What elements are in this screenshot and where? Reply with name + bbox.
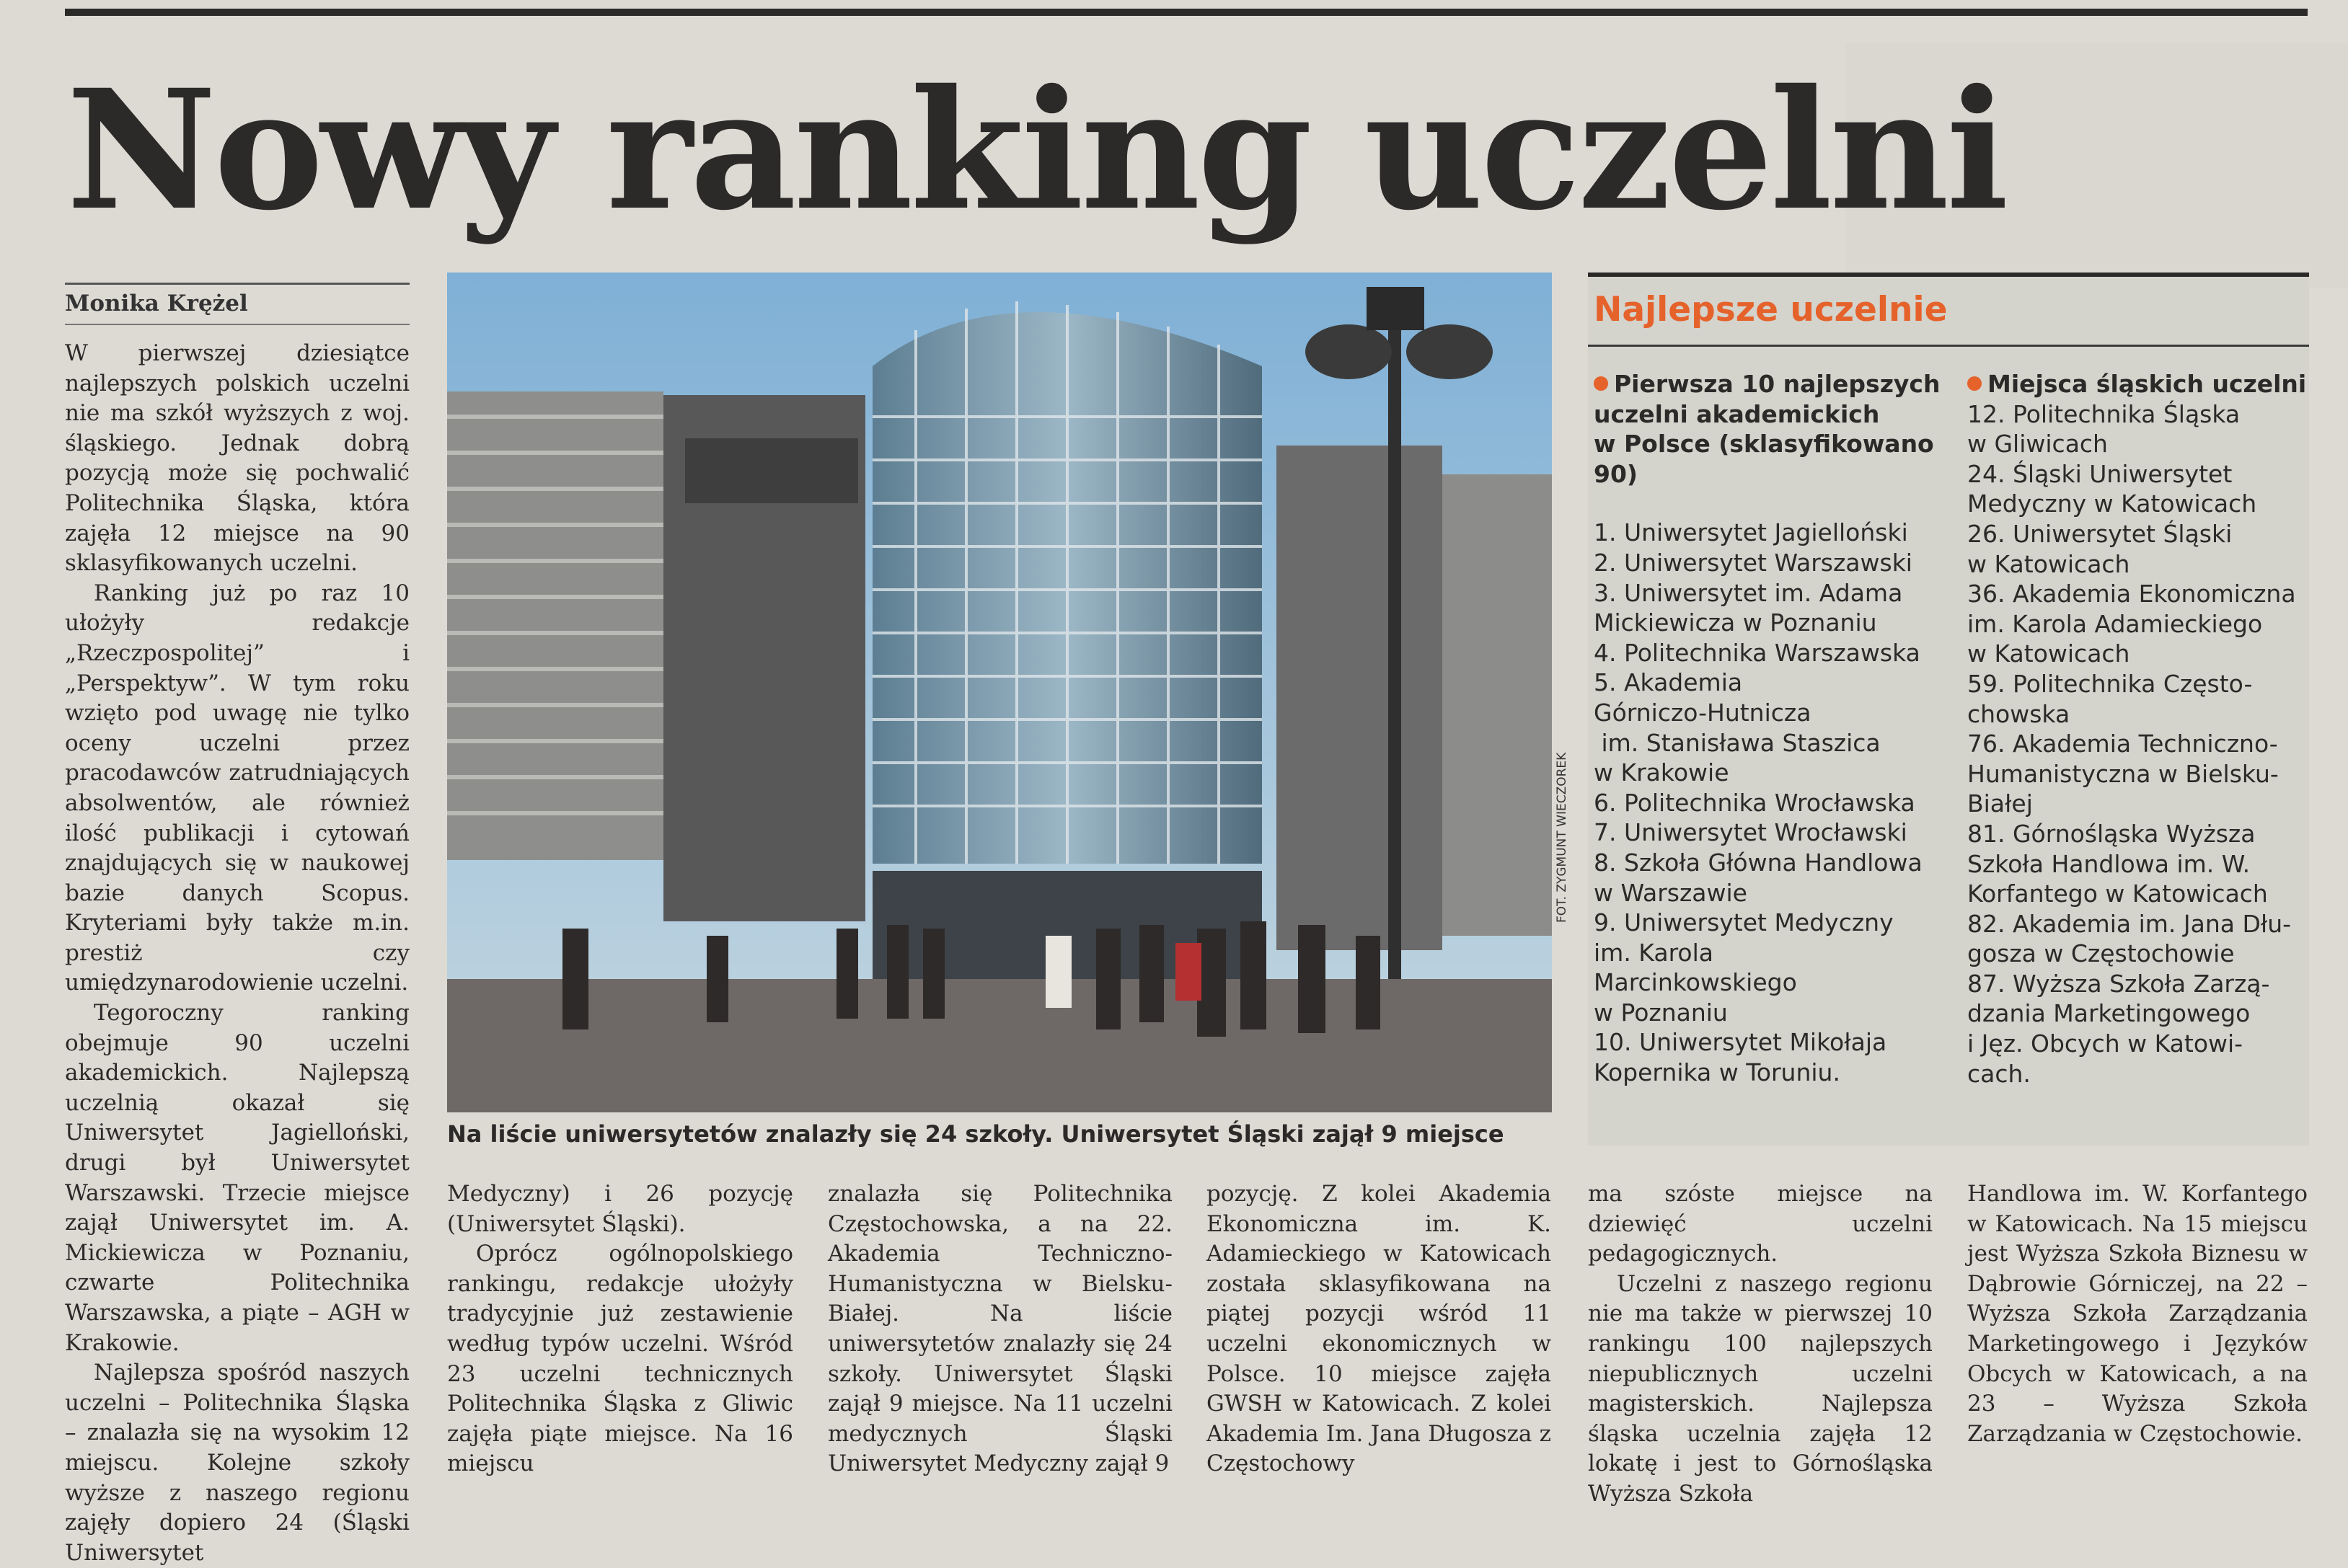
list-item: Humanistyczna w Bielsku-	[1967, 759, 2279, 788]
list-item: 8. Szkoła Główna Handlowa	[1594, 848, 1923, 877]
bullet-icon	[1594, 376, 1608, 391]
list-item: Marcinkowskiego	[1594, 968, 1797, 997]
list-item: 1. Uniwersytet Jagielloński	[1594, 518, 1908, 547]
photo-caption: Na liście uniwersytetów znalazły się 24 szkoły. Uniwersytet Śląski zajął 9 miejsce	[447, 1120, 1504, 1148]
list-item: Medyczny w Katowicach	[1967, 490, 2257, 518]
paragraph: Ranking już po raz 10 ułożyły redakcje „Rzeczpospolitej” i „Perspektyw”. W tym roku wzięto pod uwagę nie tylko oceny uczelni przez pracodawców zatrudniających absolwentów, ale również ilość publikacji i cytowań znajdujących się w naukowej bazie danych Scopus. Kryteriami były także m.in. prestiż czy umiędzynarodowienie uczelni.	[65, 580, 410, 996]
list-item: im. Stanisława Staszica	[1594, 728, 1881, 757]
list-item: cach.	[1967, 1059, 2031, 1088]
list-item: 36. Akademia Ekonomiczna	[1967, 580, 2296, 608]
list-item: Mickiewicza w Poznaniu	[1594, 608, 1877, 637]
building-photo	[447, 273, 1552, 1112]
paragraph: ma szóste miejsce na dziewięć uczelni pedagogicznych.	[1588, 1181, 1933, 1267]
byline-rule-bottom	[65, 324, 410, 325]
list-item: dzania Marketingowego	[1967, 999, 2251, 1028]
paragraph: Uczelni z naszego regionu nie ma także w pierwszej 10 rankingu 100 najlepszych niepublicznych uczelni magisterskich. Najlepsza śląska uczelnia zajęła 12 lokatę i jest to Górnośląska Wyższa Szkoła	[1588, 1270, 1933, 1507]
paragraph: W pierwszej dziesiątce najlepszych polskich uczelni nie ma szkół wyższych z woj. śląskiego. Jednak dobrą pozycją może się pochwalić Politechnika Śląska, która zajęła 12 miejsce na 90 sklasyfikowanych uczelni.	[65, 340, 410, 577]
top10-heading-line: w Polsce (sklasyfikowano	[1594, 430, 1934, 459]
list-item: 82. Akademia im. Jana Dłu-	[1967, 909, 2292, 938]
top-rule	[65, 9, 2308, 16]
article-column-6	[1967, 1179, 2308, 1449]
silesian-heading-text: Miejsca śląskich uczelni	[1987, 370, 2307, 398]
list-item: 59. Politechnika Często-	[1967, 669, 2253, 698]
paragraph: Handlowa im. W. Korfantego w Katowicach. Na 15 miejscu jest Wyższa Szkoła Biznesu w Dąbrowie Górniczej, na 22 – Wyższa Szkoła Zarządzania Marketingowego i Języków Obcych w Katowicach, a na 23 – Wyższa Szkoła Zarządzania w Częstochowie.	[1967, 1181, 2308, 1447]
article-column-1	[65, 339, 410, 1568]
list-item: 6. Politechnika Wrocławska	[1594, 788, 1915, 817]
list-item: Kopernika w Toruniu.	[1594, 1058, 1840, 1087]
top10-heading-line: Pierwsza 10 najlepszych	[1614, 370, 1941, 398]
article-column-4	[1206, 1179, 1551, 1479]
byline: Monika Krężel	[65, 291, 248, 316]
sidebar-title: Najlepsze uczelnie	[1594, 290, 1948, 329]
article-column-3	[828, 1179, 1173, 1479]
list-item: 3. Uniwersytet im. Adama	[1594, 578, 1903, 607]
list-item: gosza w Częstochowie	[1967, 939, 2235, 968]
list-item: 2. Uniwersytet Warszawski	[1594, 548, 1912, 577]
article-column-2	[447, 1179, 793, 1479]
photo-illustration	[447, 273, 1552, 1112]
list-item: Białej	[1967, 789, 2033, 818]
top10-items	[1594, 518, 1947, 1087]
list-item: 9. Uniwersytet Medyczny	[1594, 908, 1894, 937]
photo-credit-text: FOT. ZYGMUNT WIECZOREK	[1555, 752, 1569, 923]
list-item: w Katowicach	[1967, 639, 2130, 668]
list-item: im. Karola	[1594, 938, 1713, 967]
article-column-5	[1588, 1179, 1933, 1510]
list-item: 4. Politechnika Warszawska	[1594, 638, 1920, 667]
headline: Nowy ranking uczelni	[66, 53, 2006, 247]
paragraph: pozycję. Z kolei Akademia Ekonomiczna im. K. Adamieckiego w Katowicach została sklasyfikowana na piątej pozycji wśród 11 uczelni ekonomicznych w Polsce. 10 miejsce zajęła GWSH w Katowicach. Z kolei Akademia Im. Jana Długosza z Częstochowy	[1206, 1181, 1551, 1477]
top10-heading	[1594, 369, 1947, 489]
list-item: 7. Uniwersytet Wrocławski	[1594, 818, 1907, 847]
list-item: 12. Politechnika Śląska	[1967, 399, 2241, 428]
list-item: i Jęz. Obcych w Katowi-	[1967, 1029, 2243, 1058]
list-item: Szkoła Handlowa im. W.	[1967, 849, 2251, 878]
top10-heading-line: 90)	[1594, 459, 1638, 488]
list-item: Górniczo-Hutnicza	[1594, 698, 1811, 727]
list-item: im. Karola Adamieckiego	[1967, 609, 2263, 638]
list-item: 10. Uniwersytet Mikołaja	[1594, 1028, 1887, 1057]
paragraph: Oprócz ogólnopolskiego rankingu, redakcje ułożyły tradycyjnie już zestawienie według typów uczelni. Wśród 23 uczelni technicznych Politechnika Śląska z Gliwic zajęła piąte miejsce. Na 16 miejscu	[447, 1241, 793, 1477]
top10-heading-line: uczelni akademickich	[1594, 399, 1880, 428]
ranking-sidebar	[1588, 273, 2309, 1146]
list-item: 5. Akademia	[1594, 668, 1743, 697]
list-item: w Poznaniu	[1594, 998, 1728, 1027]
list-item: w Krakowie	[1594, 758, 1729, 787]
list-item: 81. Górnośląska Wyższa	[1967, 819, 2256, 848]
list-item: 76. Akademia Techniczno-	[1967, 730, 2278, 758]
list-item: chowska	[1967, 699, 2070, 728]
paragraph: znalazła się Politechnika Częstochowska, a na 22. Akademia Techniczno-Humanistyczna w Bielsku-Białej. Na liście uniwersytetów znalazły się 24 szkoły. Uniwersytet Śląski zajął 9 miejsce. Na 11 uczelni medycznych Śląski Uniwersytet Medyczny zajął 9	[828, 1181, 1173, 1477]
paragraph: Najlepsza spośród naszych uczelni – Politechnika Śląska – znalazła się na wysokim 12 miejscu. Kolejne szkoły wyższe z naszego regionu zajęły dopiero 24 (Śląski Uniwersytet	[65, 1360, 410, 1566]
top10-list	[1594, 369, 1947, 1088]
sidebar-title-rule	[1588, 345, 2309, 347]
silesian-heading	[1967, 369, 2306, 399]
list-item: w Warszawie	[1594, 878, 1747, 907]
paragraph: Medyczny) i 26 pozycję (Uniwersytet Śląski).	[447, 1181, 793, 1237]
list-item: 26. Uniwersytet Śląski	[1967, 519, 2233, 548]
byline-rule-top	[65, 283, 410, 285]
list-item: 87. Wyższa Szkoła Zarzą-	[1967, 969, 2270, 998]
list-item: w Katowicach	[1967, 549, 2130, 578]
silesian-list	[1967, 369, 2306, 1089]
paragraph: Tegoroczny ranking obejmuje 90 uczelni akademickich. Najlepszą uczelnią okazał się Uniwersytet Jagielloński, drugi był Uniwersytet Warszawski. Trzecie miejsce zajął Uniwersytet im. A. Mickiewicza w Poznaniu, czwarte Politechnika Warszawska, a piąte – AGH w Krakowie.	[65, 1000, 410, 1356]
bullet-icon	[1967, 376, 1982, 391]
list-item: 24. Śląski Uniwersytet	[1967, 459, 2233, 488]
list-item: Korfantego w Katowicach	[1967, 880, 2268, 908]
list-item: w Gliwicach	[1967, 430, 2108, 459]
